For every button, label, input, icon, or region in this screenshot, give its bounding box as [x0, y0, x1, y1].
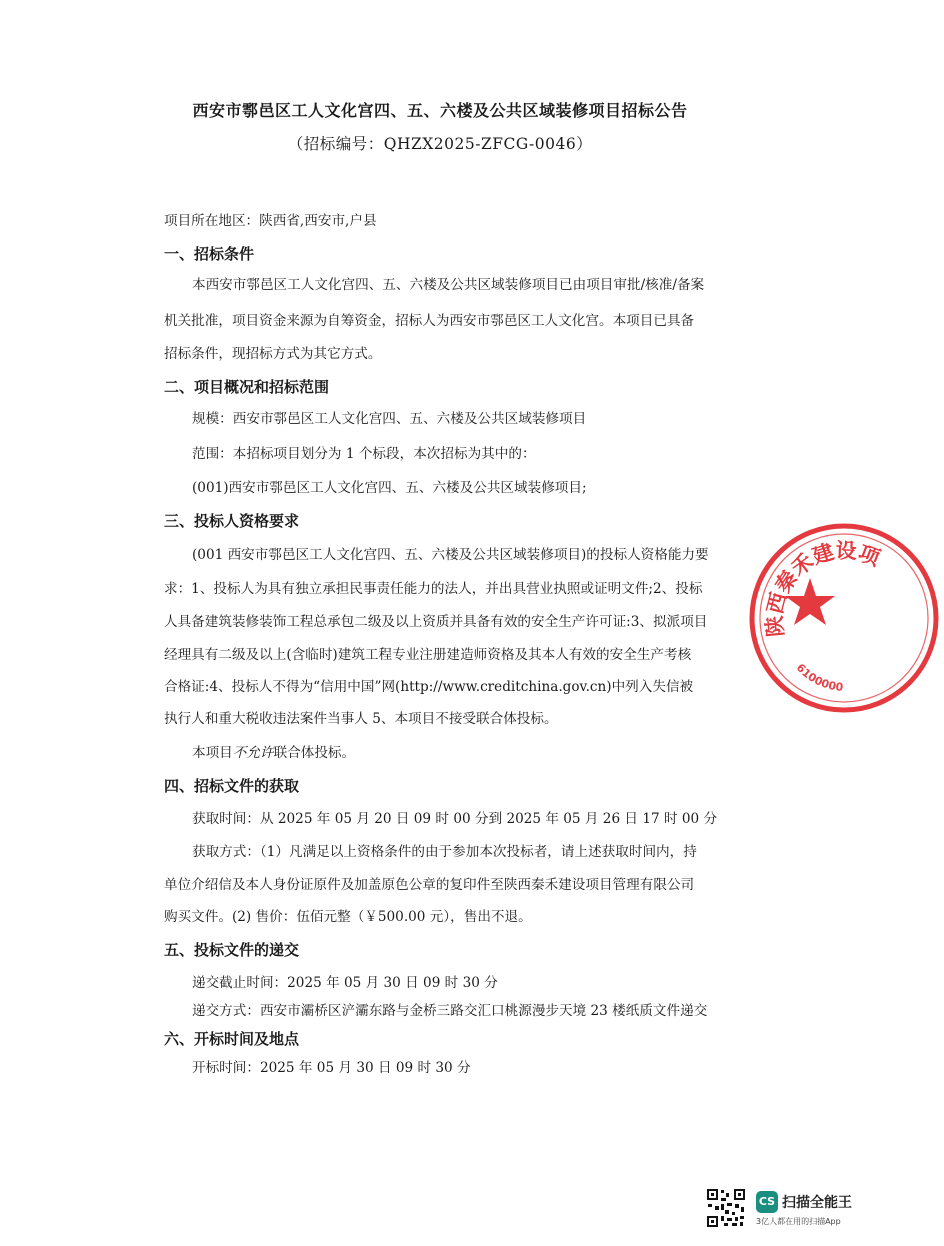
svg-text:6100000: [794, 661, 844, 694]
section-heading-4: 四、招标文件的获取: [164, 777, 300, 795]
seal-number: 6100000: [793, 661, 844, 694]
camscanner-logo: CS: [756, 1191, 778, 1213]
project-location: 项目所在地区：陕西省,西安市,户县: [164, 213, 377, 229]
paragraph-line: 本西安市鄠邑区工人文化宫四、五、六楼及公共区域装修项目已由项目审批/核准/备案: [192, 277, 705, 293]
paragraph-line: 购买文件。(2) 售价：伍佰元整（￥500.00 元），售出不退。: [164, 909, 532, 925]
paragraph-line: 单位介绍信及本人身份证原件及加盖原色公章的复印件至陕西秦禾建设项目管理有限公司: [164, 877, 695, 893]
section-heading-6: 六、开标时间及地点: [164, 1030, 300, 1048]
paragraph-line: 获取方式：（1）凡满足以上资格条件的由于参加本次投标者，请上述获取时间内，持: [192, 844, 697, 860]
consortium-note-a: 本项目: [192, 745, 233, 761]
camscanner-app-name: 扫描全能王: [782, 1195, 852, 1211]
paragraph-line: (001 西安市鄠邑区工人文化宫四、五、六楼及公共区域装修项目)的投标人资格能力要: [192, 547, 709, 563]
camscanner-tagline: 3亿人都在用的扫描App: [756, 1217, 841, 1226]
paragraph-line: 执行人和重大税收违法案件当事人 5、本项目不接受联合体投标。: [164, 711, 558, 727]
submission-method: 递交方式：西安市灞桥区浐灞东路与金桥三路交汇口桃源漫步天境 23 楼纸质文件递交: [192, 1003, 708, 1019]
project-lot: (001)西安市鄠邑区工人文化宫四、五、六楼及公共区域装修项目;: [192, 480, 587, 496]
qr-code-icon: [706, 1188, 746, 1228]
official-seal-icon: [744, 518, 944, 718]
acquisition-time: 获取时间：从 2025 年 05 月 20 日 09 时 00 分到 2025 年 05 月 26 日 17 时 00 分: [192, 811, 718, 827]
opening-time: 开标时间：2025 年 05 月 30 日 09 时 30 分: [192, 1060, 471, 1076]
tender-number: （招标编号：QHZX2025-ZFCG-0046）: [287, 135, 593, 153]
consortium-note-b: 不允许: [232, 745, 274, 761]
consortium-note: [192, 744, 355, 762]
section-heading-3: 三、投标人资格要求: [164, 512, 300, 530]
submission-deadline: 递交截止时间：2025 年 05 月 30 日 09 时 30 分: [192, 975, 498, 991]
seal-text: 陕西秦禾建设项: [762, 538, 884, 638]
project-scope: 范围：本招标项目划分为 1 个标段，本次招标为其中的：: [192, 446, 536, 462]
document-title: 西安市鄠邑区工人文化宫四、五、六楼及公共区域装修项目招标公告: [192, 101, 688, 120]
project-scale: 规模：西安市鄠邑区工人文化宫四、五、六楼及公共区域装修项目: [192, 411, 587, 427]
paragraph-line: 求：1、投标人为具有独立承担民事责任能力的法人，并出具营业执照或证明文件;2、投标: [164, 581, 703, 597]
paragraph-line: 人具备建筑装修装饰工程总承包二级及以上资质并具备有效的安全生产许可证:3、拟派项目: [164, 614, 708, 630]
paragraph-line: 机关批准，项目资金来源为自筹资金，招标人为西安市鄠邑区工人文化宫。本项目已具备: [164, 313, 695, 329]
section-heading-5: 五、投标文件的递交: [164, 941, 300, 959]
section-heading-1: 一、招标条件: [164, 245, 255, 263]
consortium-note-c: 联合体投标。: [273, 745, 356, 761]
paragraph-line: 招标条件，现招标方式为其它方式。: [164, 346, 382, 362]
paragraph-line: 经理具有二级及以上(含临时)建筑工程专业注册建造师资格及其本人有效的安全生产考核: [164, 647, 692, 663]
paragraph-line: 合格证:4、投标人不得为“信用中国”网(http://www.creditchina.gov.cn)中列入失信被: [164, 679, 694, 695]
section-heading-2: 二、项目概况和招标范围: [164, 378, 330, 396]
